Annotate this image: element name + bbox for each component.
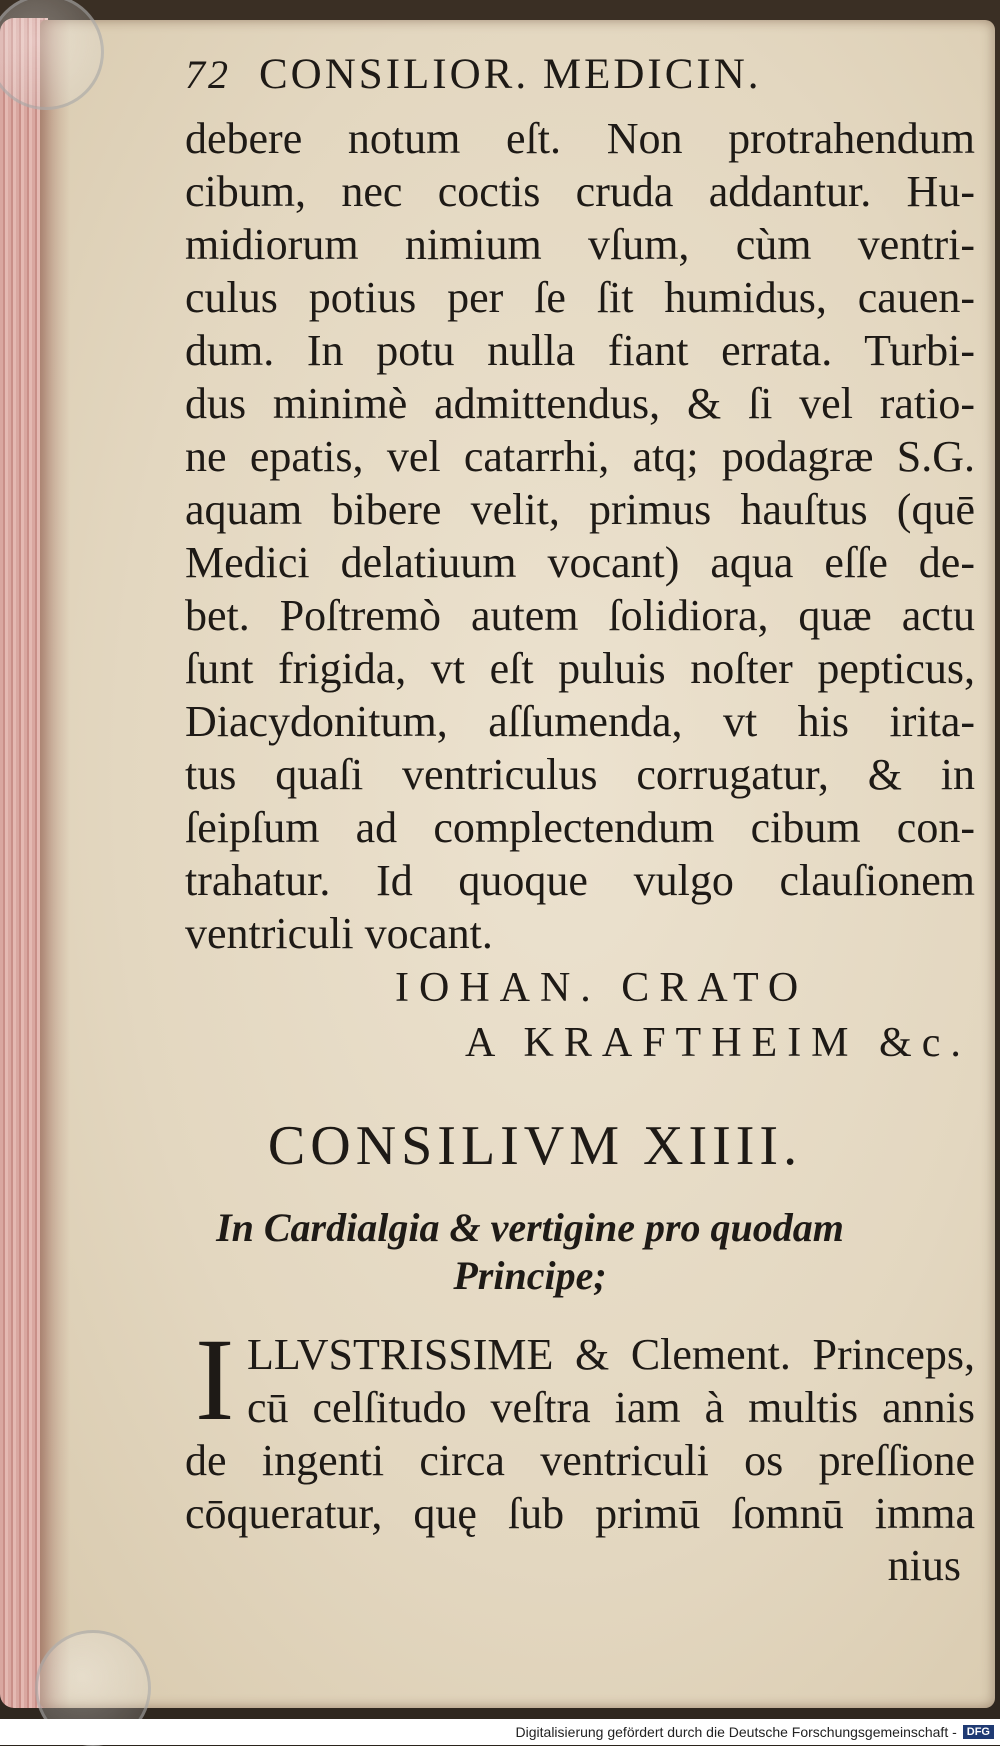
digitization-footer <box>0 1719 1000 1745</box>
text-line: bet. Poſtremò autem ſolidiora, quæ actu <box>185 591 975 640</box>
drop-capital: I <box>195 1314 235 1445</box>
section-heading: CONSILIVM XIIII. <box>267 1115 803 1177</box>
subheading-line: In Cardialgia & vertigine pro quodam <box>216 1205 844 1250</box>
running-head <box>185 50 975 112</box>
text-line: Diacydonitum, aſſumenda, vt his irita- <box>185 697 975 746</box>
text-line: ſeipſum ad complectendum cibum con- <box>185 803 975 852</box>
signature-name: IOHAN. CRATO <box>395 965 809 1011</box>
text-line: ſunt frigida, vt eſt puluis noſter pepticus, <box>185 644 975 693</box>
text-line: cōqueratur, quę ſub primū ſomnū imma <box>185 1489 975 1538</box>
letter-paragraph <box>185 1314 975 1593</box>
body-paragraph <box>185 112 975 960</box>
text-line: midiorum nimium vſum, cùm ventri- <box>185 220 975 269</box>
page-number: 72 <box>185 52 231 97</box>
dfg-logo: DFG <box>963 1725 994 1739</box>
text-line: ne epatis, vel catarrhi, atq; podagræ S.G. <box>185 432 975 481</box>
gutter-shadow <box>40 20 70 1708</box>
text-line: de ingenti circa ventriculi os preſſione <box>185 1436 975 1485</box>
text-line: LLVSTRISSIME & Clement. Princeps, <box>247 1330 975 1379</box>
text-line: tus quaſi ventriculus corrugatur, & in <box>185 750 975 799</box>
text-line: trahatur. Id quoque vulgo clauſionem <box>185 856 975 905</box>
text-line: debere notum eſt. Non protrahendum <box>185 114 975 163</box>
text-line: dus minimè admittendus, & ſi vel ratio- <box>185 379 975 428</box>
running-title: CONSILIOR. MEDICIN. <box>259 51 762 98</box>
text-line: cū celſitudo veſtra iam à multis annis <box>247 1383 975 1432</box>
funding-credit: Digitalisierung gefördert durch die Deutsche Forschungsgemeinschaft - <box>515 1724 957 1740</box>
subheading-line: Principe; <box>453 1253 607 1298</box>
text-block <box>185 50 975 1593</box>
catchword: nius <box>887 1541 961 1590</box>
signature-title: A KRAFTHEIM &c. <box>465 1020 971 1066</box>
text-line: culus potius per ſe ſit humidus, cauen- <box>185 273 975 322</box>
text-line: aquam bibere velit, primus hauſtus (quē <box>185 485 975 534</box>
text-line: Medici delatiuum vocant) aqua eſſe de- <box>185 538 975 587</box>
text-line: ventriculi vocant. <box>185 909 493 958</box>
text-line: dum. In potu nulla fiant errata. Turbi- <box>185 326 975 375</box>
text-line: cibum, nec coctis cruda addantur. Hu- <box>185 167 975 216</box>
